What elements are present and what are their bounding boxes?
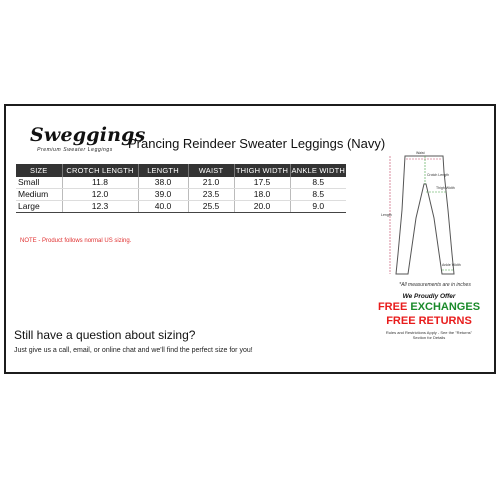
crotch-label: Crotch Length <box>427 173 449 177</box>
size-chart-card <box>4 104 496 374</box>
column-header: CROTCH LENGTH <box>62 164 138 177</box>
brand-tagline: Premium Sweater Leggings <box>37 147 113 153</box>
table-cell: 23.5 <box>188 189 234 201</box>
leggings-diagram <box>380 150 470 282</box>
offer-fine-print-line-1: Rules and Restrictions Apply - See the "Returns" <box>385 330 473 335</box>
table-cell: 25.5 <box>188 201 234 213</box>
length-label: Length <box>381 213 392 217</box>
measurement-note: *All measurements are in inches <box>399 282 471 288</box>
table-cell: Large <box>16 201 62 213</box>
free-returns-text: RETURNS <box>418 315 472 327</box>
table-cell: 17.5 <box>234 177 290 189</box>
table-cell: 9.0 <box>290 201 346 213</box>
offer-fine-print-line-2: Section for Details <box>412 335 446 340</box>
thigh-label: Thigh Width <box>436 186 455 190</box>
brand-logo <box>30 124 146 153</box>
column-header: THIGH WIDTH <box>235 166 289 175</box>
return-offer <box>370 293 488 340</box>
offer-fine-print <box>370 330 488 340</box>
table-cell: 8.5 <box>290 177 346 189</box>
column-header: WAIST <box>188 164 234 177</box>
free-exchanges-free: FREE <box>377 301 408 313</box>
ankle-label: Ankle Width <box>442 263 461 267</box>
free-returns-free: FREE <box>386 315 416 327</box>
offer-heading: We Proudly Offer <box>402 293 456 300</box>
table-row <box>16 201 346 213</box>
column-header: SIZE <box>16 164 62 177</box>
size-table <box>16 164 346 213</box>
table-row <box>16 189 346 201</box>
sizing-question: Still have a question about sizing? <box>14 328 196 342</box>
table-cell: 21.0 <box>188 177 234 189</box>
table-row <box>16 177 346 189</box>
free-exchanges-text: EXCHANGES <box>410 301 481 313</box>
table-cell: 39.0 <box>138 189 188 201</box>
free-returns-line <box>370 314 488 328</box>
table-cell: 8.5 <box>290 189 346 201</box>
table-cell: 12.0 <box>62 189 138 201</box>
free-exchanges-line <box>370 300 488 314</box>
table-cell: 38.0 <box>138 177 188 189</box>
sizing-note: NOTE - Product follows normal US sizing. <box>20 238 132 244</box>
waist-label: Waist <box>416 151 425 155</box>
table-cell: 12.3 <box>62 201 138 213</box>
column-header: ANKLE WIDTH <box>291 166 345 175</box>
table-cell: 40.0 <box>138 201 188 213</box>
column-header: LENGTH <box>138 164 188 177</box>
product-title: Prancing Reindeer Sweater Leggings (Navy) <box>128 136 386 151</box>
table-cell: 11.8 <box>62 177 138 189</box>
sizing-help-text: Just give us a call, email, or online chat and we'll find the perfect size for you! <box>14 347 253 354</box>
table-cell: Medium <box>16 189 62 201</box>
table-cell: Small <box>16 177 62 189</box>
table-cell: 18.0 <box>234 189 290 201</box>
brand-logo-text: Sweggings <box>30 124 146 146</box>
table-header-row <box>16 164 346 177</box>
table-cell: 20.0 <box>234 201 290 213</box>
